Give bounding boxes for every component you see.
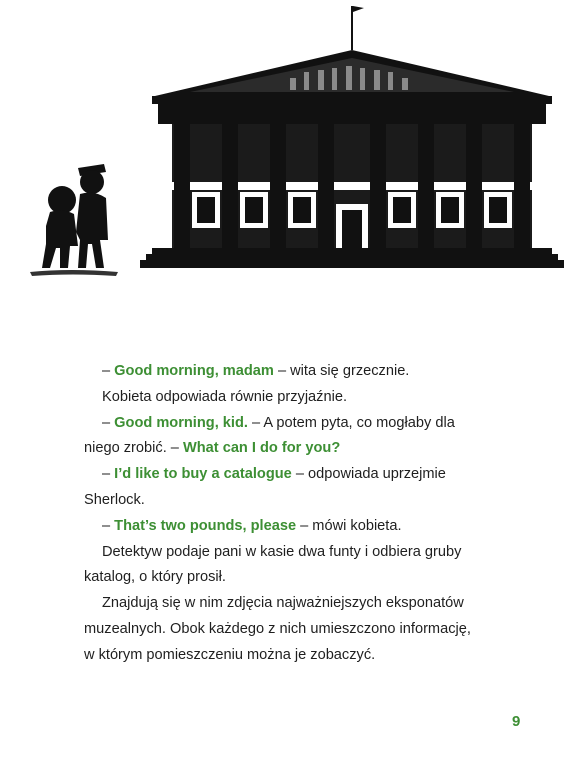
paragraph (84, 540, 484, 592)
text-segment: – wita się grzecznie. (273, 363, 410, 379)
english-phrase: That’s two pounds, please (114, 517, 297, 534)
text-segment: – A potem pyta, co mogłaby dla niego zrobić. – (84, 414, 455, 457)
children-silhouette (30, 164, 118, 276)
text-segment: – (102, 363, 115, 379)
page-number: 9 (512, 713, 521, 730)
museum-building (140, 6, 564, 268)
paragraph (84, 359, 484, 385)
text-segment: – (102, 414, 115, 431)
paragraph (84, 385, 484, 411)
english-phrase: Good morning, kid. (114, 414, 248, 431)
paragraph (84, 591, 484, 668)
text-segment: – odpowiada uprzejmie Sherlock. (84, 466, 446, 508)
text-segment: – mówi kobieta. (296, 517, 402, 534)
museum-illustration (0, 0, 567, 300)
text-segment: – (102, 466, 115, 483)
text-segment: Detektyw podaje pani w kasie dwa funty i odbiera gruby katalog, o który prosił. (84, 543, 462, 586)
paragraph (84, 462, 484, 514)
story-text (84, 359, 484, 669)
english-phrase: Good morning, madam (114, 363, 274, 379)
english-phrase: What can I do for you? (182, 440, 341, 457)
paragraph (84, 514, 484, 540)
text-segment: Kobieta odpowiada równie przyjaźnie. (102, 388, 348, 405)
text-segment: – (102, 517, 115, 534)
text-segment: Znajdują się w nim zdjęcia najważniejszych eksponatów muzealnych. Obok każdego z nich umieszczono informację, w którym pomieszczeniu można je zobaczyć. (84, 595, 471, 663)
english-phrase: I’d like to buy a catalogue (114, 466, 292, 483)
paragraph (84, 411, 484, 463)
